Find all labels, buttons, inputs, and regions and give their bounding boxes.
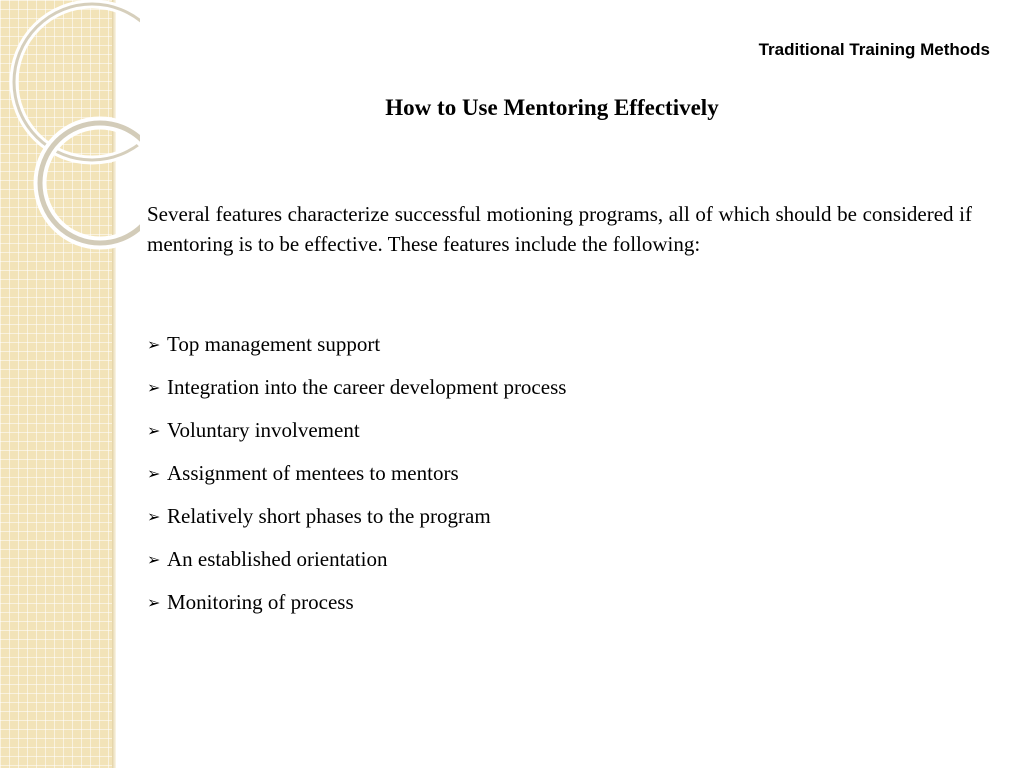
list-item-text: Assignment of mentees to mentors (167, 461, 459, 485)
arrow-bullet-icon: ➢ (147, 507, 161, 526)
arrow-bullet-icon: ➢ (147, 593, 161, 612)
list-item-text: An established orientation (167, 547, 388, 571)
header-title: Traditional Training Methods (758, 40, 990, 59)
list-item (147, 502, 566, 545)
arrow-bullet-icon: ➢ (147, 335, 161, 354)
list-item (147, 459, 566, 502)
list-item (147, 373, 566, 416)
list-item-text: Relatively short phases to the program (167, 504, 491, 528)
decorative-ring-small-shadow (40, 123, 140, 243)
decorative-ring-large (14, 4, 140, 160)
list-item (147, 588, 566, 631)
arrow-bullet-icon: ➢ (147, 421, 161, 440)
slide-title: How to Use Mentoring Effectively (385, 95, 719, 120)
arrow-bullet-icon: ➢ (147, 550, 161, 569)
intro-paragraph: Several features characterize successful motioning programs, all of which should be considered if mentoring is to be effective. These features include the following: (147, 202, 972, 256)
list-item (147, 416, 566, 459)
arrow-bullet-icon: ➢ (147, 464, 161, 483)
feature-list (147, 330, 566, 631)
list-item (147, 545, 566, 588)
arrow-bullet-icon: ➢ (147, 378, 161, 397)
list-item-text: Top management support (167, 332, 381, 356)
list-item-text: Voluntary involvement (167, 418, 360, 442)
list-item-text: Monitoring of process (167, 590, 354, 614)
list-item (147, 330, 566, 373)
decorative-rings (0, 0, 140, 300)
list-item-text: Integration into the career development process (167, 375, 567, 399)
